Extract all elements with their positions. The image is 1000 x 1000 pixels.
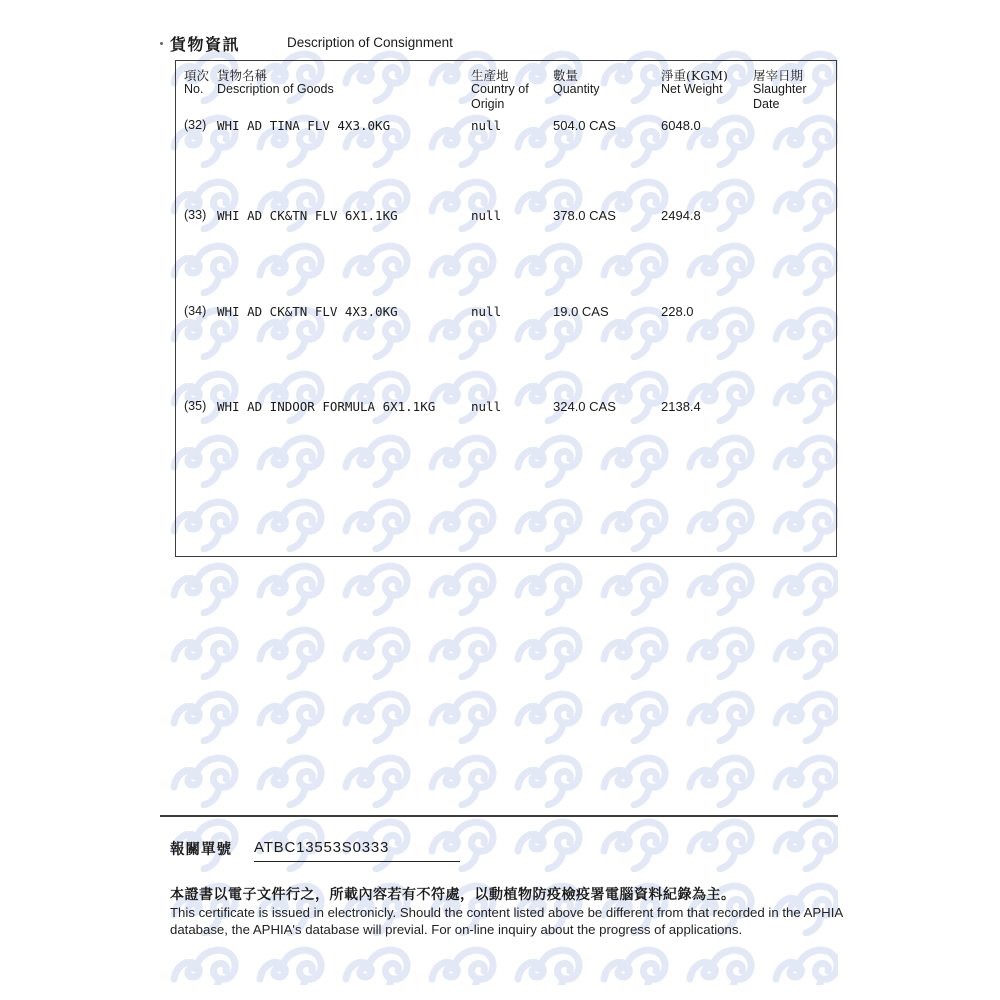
watermark-swirl-icon [600,814,670,872]
col-header-no-en: No. [184,82,204,96]
declaration-number-label: 報關單號 [170,841,232,858]
stray-dot [160,42,163,45]
watermark-swirl-icon [772,622,838,680]
table-row-cell-origin: null [471,399,502,414]
watermark-swirl-icon [686,622,756,680]
table-row-cell-description: WHI AD INDOOR FORMULA 6X1.1KG [217,399,436,414]
table-row-cell-netweight: 2494.8 [661,208,701,223]
table-row-cell-description: WHI AD CK&TN FLV 6X1.1KG [217,208,398,223]
watermark-swirl-icon [686,942,756,985]
col-header-slaughter-zh: 屠宰日期 [753,68,804,83]
watermark-swirl-icon [342,942,412,985]
table-row-cell-quantity: 324.0 CAS [553,399,616,414]
table-row-cell-no: (34) [184,304,207,318]
table-row-cell-netweight: 228.0 [661,304,694,319]
col-header-origin-zh: 生產地 [471,68,509,83]
watermark-swirl-icon [342,686,412,744]
watermark-swirl-icon [342,558,412,616]
section-title-en: Description of Consignment [287,35,453,50]
watermark-swirl-icon [170,750,240,808]
watermark-swirl-icon [514,558,584,616]
consignment-table [175,60,837,557]
watermark-swirl-icon [772,686,838,744]
col-header-netweight-en: Net Weight [661,82,723,96]
watermark-swirl-icon [256,942,326,985]
table-row-cell-quantity: 378.0 CAS [553,208,616,223]
watermark-swirl-icon [428,686,498,744]
watermark-swirl-icon [686,686,756,744]
col-header-slaughter-en: Slaughter Date [753,82,807,111]
watermark-swirl-icon [514,942,584,985]
legal-notice-zh: 本證書以電子文件行之，所載內容若有不符處，以動植物防疫檢疫署電腦資料紀錄為主。 [170,887,736,903]
table-row-cell-origin: null [471,208,502,223]
watermark-swirl-icon [256,686,326,744]
table-row-cell-origin: null [471,118,502,133]
table-row-cell-no: (32) [184,118,207,132]
watermark-swirl-icon [256,558,326,616]
col-header-no-zh: 項次 [184,68,210,83]
col-header-quantity-zh: 數量 [553,68,579,83]
table-row-cell-no: (35) [184,399,207,413]
watermark-swirl-icon [772,814,838,872]
watermark-swirl-icon [686,558,756,616]
table-row-cell-quantity: 504.0 CAS [553,118,616,133]
watermark-swirl-icon [514,814,584,872]
watermark-swirl-icon [428,942,498,985]
watermark-swirl-icon [514,750,584,808]
watermark-swirl-icon [256,750,326,808]
watermark-swirl-icon [256,622,326,680]
watermark-swirl-icon [514,622,584,680]
table-row-cell-netweight: 2138.4 [661,399,701,414]
declaration-number-value: ATBC13553S0333 [254,839,460,862]
watermark-swirl-icon [600,622,670,680]
col-header-goods-en: Description of Goods [217,82,334,96]
horizontal-divider [160,815,838,817]
watermark-swirl-icon [600,558,670,616]
watermark-swirl-icon [170,686,240,744]
watermark-swirl-icon [170,622,240,680]
watermark-swirl-icon [170,558,240,616]
watermark-swirl-icon [342,622,412,680]
col-header-netweight-zh: 淨重(KGM) [661,68,728,83]
table-row-cell-quantity: 19.0 CAS [553,304,609,319]
watermark-swirl-icon [772,558,838,616]
watermark-swirl-icon [772,942,838,985]
table-row-cell-description: WHI AD TINA FLV 4X3.0KG [217,118,391,133]
watermark-swirl-icon [772,750,838,808]
watermark-swirl-icon [600,750,670,808]
watermark-swirl-icon [342,750,412,808]
table-row-cell-no: (33) [184,208,207,222]
section-title-zh: 貨物資訊 [170,35,241,54]
watermark-swirl-icon [170,942,240,985]
table-row-cell-netweight: 6048.0 [661,118,701,133]
watermark-swirl-icon [600,686,670,744]
watermark-swirl-icon [600,942,670,985]
table-row-cell-origin: null [471,304,502,319]
col-header-origin-en: Country of Origin [471,82,529,111]
legal-notice-en: This certificate is issued in electronicly. Should the content listed above be different from that recorded in the APHIA database, the APHIA's database will previal. For on-line inquiry about the progress of applications. [170,905,843,937]
watermark-swirl-icon [514,686,584,744]
watermark-swirl-icon [686,814,756,872]
col-header-goods-zh: 貨物名稱 [217,68,268,83]
col-header-quantity-en: Quantity [553,82,600,96]
watermark-swirl-icon [428,622,498,680]
watermark-swirl-icon [686,750,756,808]
watermark-swirl-icon [428,750,498,808]
table-row-cell-description: WHI AD CK&TN FLV 4X3.0KG [217,304,398,319]
watermark-swirl-icon [428,558,498,616]
